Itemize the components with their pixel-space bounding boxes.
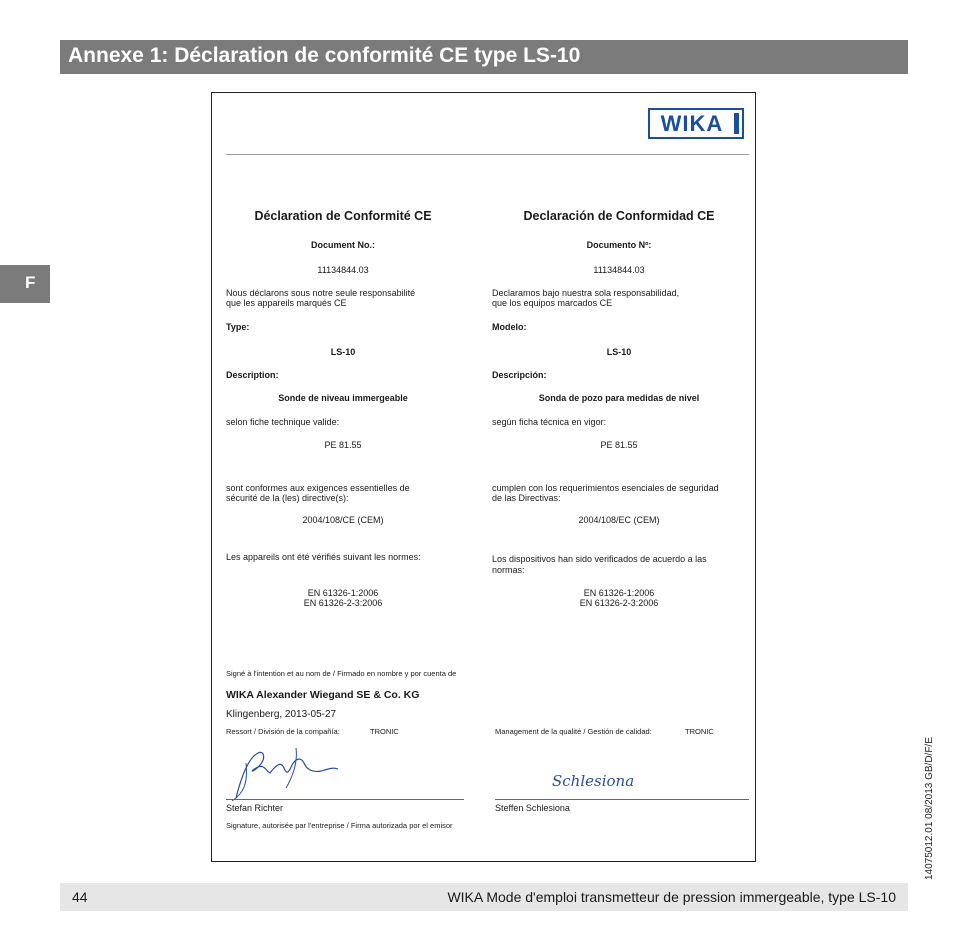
fr-norm-1: EN 61326-1:2006 <box>307 588 379 598</box>
division-value: TRONIC <box>370 727 399 736</box>
fr-intro-line-1: Nous déclarons sous notre seule responsabilité <box>226 288 416 298</box>
fr-title: Déclaration de Conformité CE <box>254 209 432 223</box>
section-title: Annexe 1: Déclaration de conformité CE type LS-10 <box>68 44 581 67</box>
es-intro-line-2: que los equipos marcados CE <box>492 298 613 308</box>
fr-type-value: LS-10 <box>330 347 356 357</box>
es-directive: 2004/108/EC (CEM) <box>578 515 660 525</box>
footer-text: WIKA Mode d'emploi transmetteur de pression immergeable, type LS-10 <box>447 889 896 905</box>
fr-norm-2: EN 61326-2-3:2006 <box>303 598 383 608</box>
es-datasheet-value: PE 81.55 <box>600 440 638 450</box>
es-description-label: Descripción: <box>492 370 547 380</box>
es-title: Declaración de Conformidad CE <box>523 209 715 223</box>
es-norm-1: EN 61326-1:2006 <box>583 588 655 598</box>
language-tab <box>0 265 50 303</box>
fr-verified-text: Les appareils ont été vérifiés suivant les normes: <box>226 552 421 562</box>
fr-conformity-line-1: sont conformes aux exigences essentielles de <box>226 483 410 493</box>
language-tab-label: F <box>25 273 36 292</box>
declaration-document <box>211 92 756 862</box>
header-rule <box>226 154 749 155</box>
signed-on-behalf: Signé à l'intention et au nom de / Firmado en nombre y por cuenta de <box>226 669 457 678</box>
es-type-label: Modelo: <box>492 322 527 332</box>
fr-doc-no: 11134844.03 <box>317 265 369 275</box>
wika-logo-bar <box>734 113 739 134</box>
fr-datasheet-label: selon fiche technique valide: <box>226 417 340 427</box>
company-name: WIKA Alexander Wiegand SE & Co. KG <box>226 689 420 701</box>
quality-value: TRONIC <box>685 727 714 736</box>
es-doc-no: 11134844.03 <box>593 265 645 275</box>
fr-description-label: Description: <box>226 370 279 380</box>
section-header-bar <box>60 40 908 74</box>
signature-schlesiona-script: Schlesiona <box>552 772 635 790</box>
wika-logo <box>648 108 744 139</box>
fr-type-label: Type: <box>226 322 250 332</box>
fr-description-value: Sonde de niveau immergeable <box>278 393 408 403</box>
es-doc-no-label: Documento Nº: <box>586 240 652 250</box>
es-norm-2: EN 61326-2-3:2006 <box>579 598 659 608</box>
es-type-value: LS-10 <box>606 347 632 357</box>
es-intro-line-1: Declaramos bajo nuestra sola responsabilidad, <box>492 288 680 298</box>
signature-note: Signature, autorisée par l'entreprise / Firma autorizada por el emisor <box>226 821 453 830</box>
es-description-value: Sonda de pozo para medidas de nivel <box>538 393 700 403</box>
document-code: 14075012.01 08/2013 GB/D/F/E <box>924 737 935 880</box>
page-number: 44 <box>72 889 88 905</box>
quality-label: Management de la qualité / Gestión de calidad: <box>495 727 652 736</box>
fr-directive: 2004/108/CE (CEM) <box>302 515 384 525</box>
signature-line-left <box>226 799 464 800</box>
es-conformity-line-2: de las Directivas: <box>492 493 561 503</box>
signature-richter-drawing <box>226 743 366 803</box>
fr-doc-no-label: Document No.: <box>311 240 375 250</box>
fr-intro-line-2: que les appareils marqués CE <box>226 298 347 308</box>
division-label: Ressort / División de la compañía: <box>226 727 340 736</box>
signer-right-name: Steffen Schlesiona <box>495 803 570 813</box>
fr-datasheet-value: PE 81.55 <box>324 440 362 450</box>
signer-left-name: Stefan Richter <box>226 803 284 813</box>
page-footer <box>60 883 908 911</box>
signature-line-right <box>495 799 749 800</box>
es-verified-line-1: Los dispositivos han sido verificados de acuerdo a las <box>492 554 707 564</box>
place-date: Klingenberg, 2013-05-27 <box>226 709 337 720</box>
fr-conformity-line-2: sécurité de la (les) directive(s): <box>226 493 349 503</box>
es-conformity-line-1: cumplen con los requerimientos esenciales de seguridad <box>492 483 719 493</box>
wika-logo-text: WIKA <box>660 111 724 136</box>
es-datasheet-label: según ficha técnica en vigor: <box>492 417 607 427</box>
es-verified-line-2: normas: <box>492 565 525 575</box>
